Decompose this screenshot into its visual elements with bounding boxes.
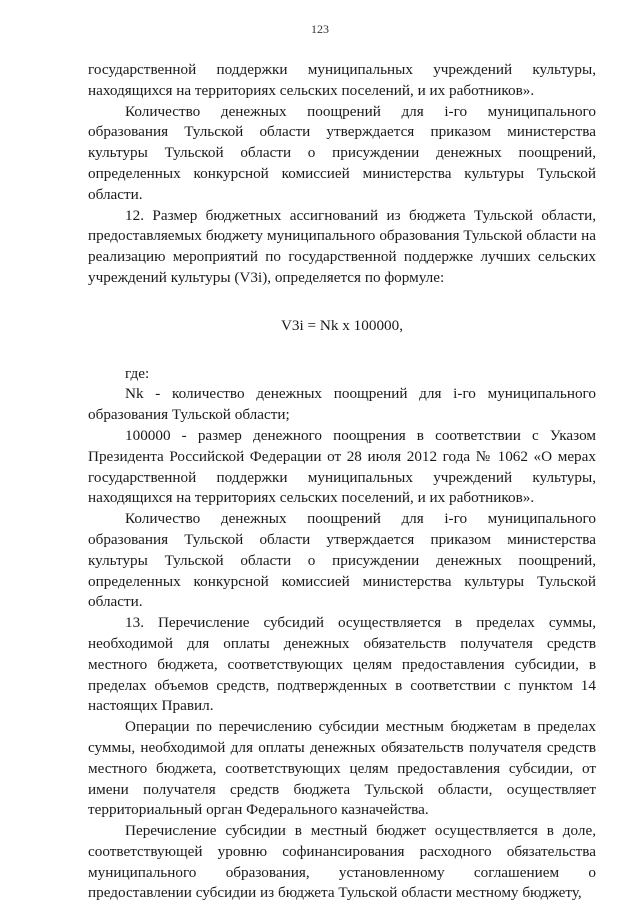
paragraph-award-count: Количество денежных поощрений для i-го муниципального образования Тульской области утверждается приказом министерства культуры Тульской области о присуждении денежных поощрений, определенных конкурсной комиссией министерства культуры Тульской области. [88,102,596,203]
paragraph-item-12: 12. Размер бюджетных ассигнований из бюджета Тульской области, предоставляемых бюджету муниципального образования Тульской области на реализацию мероприятий по государственной поддержке лучших сельских учреждений культуры (V3i), определяется по формуле: [88,206,596,286]
paragraph-treasury-operations: Операции по перечислению субсидии местным бюджетам в пределах суммы, необходимой для оплаты денежных обязательств получателя средств местного бюджета, соответствующих целям предоставления субсидии, от имени получателя средств бюджета Тульской области, осуществляет территориальный орган Федерального казначейства. [88,718,596,819]
paragraph-transfer-share: Перечисление субсидии в местный бюджет осуществляется в доле, соответствующей уровню софинансирования расходного обязательства муниципального образования, установленному соглашением о предоставлении субсидии из бюджета Тульской области местному бюджету, [88,822,596,902]
paragraph-item-13: 13. Перечисление субсидий осуществляется в пределах суммы, необходимой для оплаты денежных обязательств получателя средств местного бюджета, соответствующих целям предоставления субсидии, в пределах объемов средств, подтвержденных в соответствии с пунктом 14 настоящих Правил. [88,614,596,715]
formula-where-label: где: [125,364,150,382]
paragraph-nk-definition: Nk - количество денежных поощрений для i-го муниципального образования Тульской области; [88,385,596,424]
page-number: 123 [311,22,329,36]
formula: V3i = Nk x 100000, [280,316,404,334]
paragraph-award-size: 100000 - размер денежного поощрения в соответствии с Указом Президента Российской Федерации от 28 июля 2012 года № 1062 «О мерах государственной поддержки муниципальных учреждений культуры, находящихся на территориях сельских поселений, и их работников». [88,426,596,507]
paragraph-award-count-repeat: Количество денежных поощрений для i-го муниципального образования Тульской области утверждается приказом министерства культуры Тульской области о присуждении денежных поощрений, определенных конкурсной комиссией министерства культуры Тульской области. [88,510,596,611]
paragraph-continuation: государственной поддержки муниципальных учреждений культуры, находящихся на территориях сельских поселений, и их работников». [88,61,596,99]
document-body [88,60,596,904]
